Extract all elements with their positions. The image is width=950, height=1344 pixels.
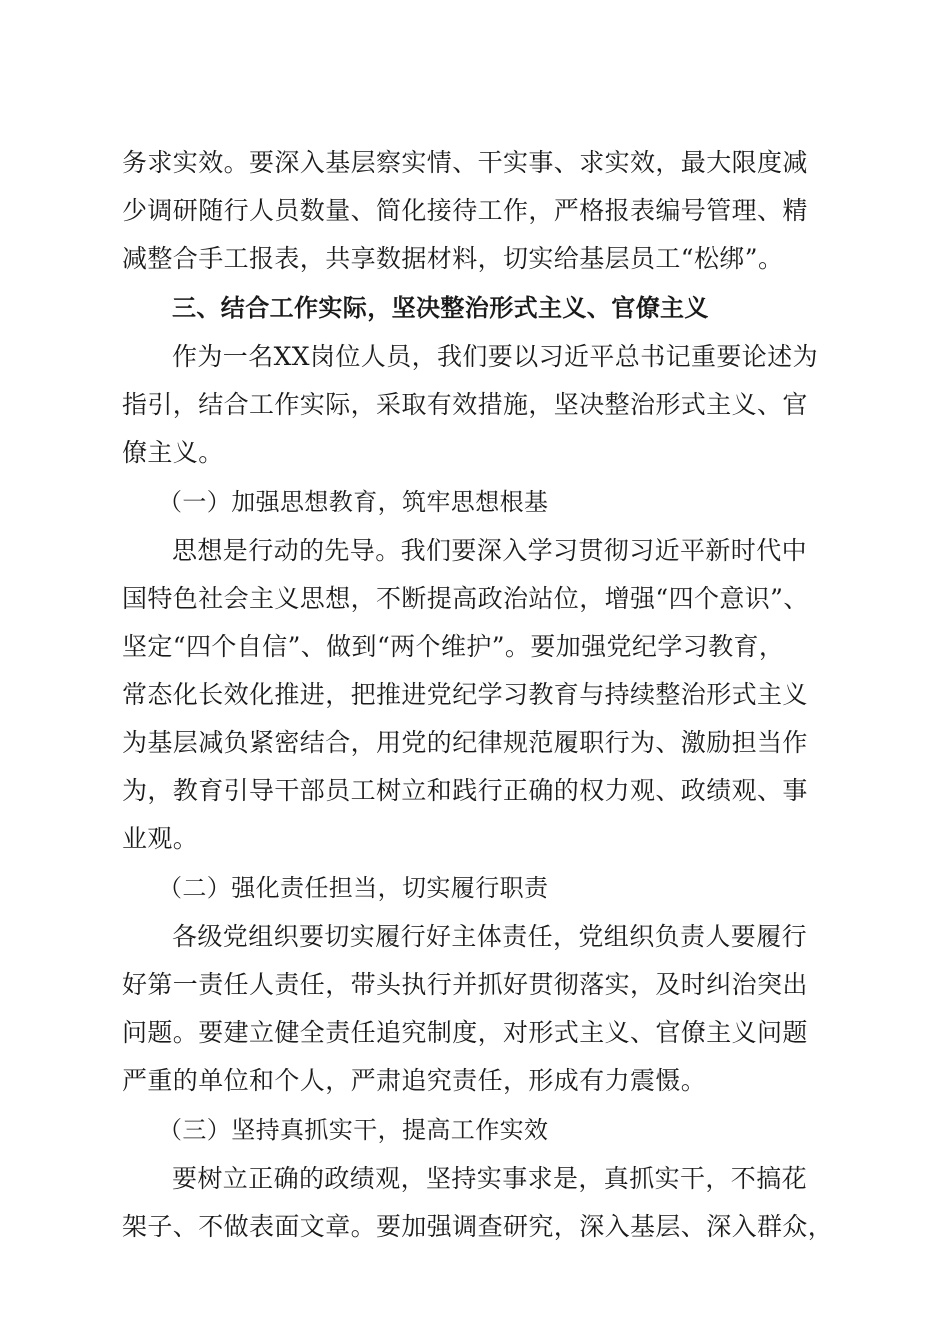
body-line: 各级党组织要切实履行好主体责任，党组织负责人要履行 <box>172 922 808 951</box>
body-line: 作为一名XX岗位人员，我们要以习近平总书记重要论述为 <box>172 342 818 371</box>
body-line: 常态化长效化推进，把推进党纪学习教育与持续整治形式主义 <box>122 680 808 709</box>
body-line: 思想是行动的先导。我们要深入学习贯彻习近平新时代中 <box>172 536 808 565</box>
body-line: 好第一责任人责任，带头执行并抓好贯彻落实，及时纠治突出 <box>122 970 808 999</box>
body-line: 国特色社会主义思想，不断提高政治站位，增强“四个意识”、 <box>122 584 809 613</box>
body-line: 务求实效。要深入基层察实情、干实事、求实效，最大限度减 <box>122 148 808 177</box>
body-line: 坚定“四个自信”、做到“两个维护”。要加强党纪学习教育， <box>122 632 785 661</box>
body-line: 要树立正确的政绩观，坚持实事求是，真抓实干，不搞花 <box>172 1164 808 1193</box>
body-line: 僚主义。 <box>122 438 224 467</box>
body-line: 指引，结合工作实际，采取有效措施，坚决整治形式主义、官 <box>122 390 808 419</box>
subsection-heading: （一）加强思想教育，筑牢思想根基 <box>158 488 549 516</box>
subsection-heading: （三）坚持真抓实干，提高工作实效 <box>158 1116 549 1144</box>
subsection-heading: （二）强化责任担当，切实履行职责 <box>158 874 549 902</box>
body-line: 架子、不做表面文章。要加强调查研究，深入基层、深入群众， <box>122 1212 834 1241</box>
body-line: 业观。 <box>122 824 199 853</box>
section-heading: 三、结合工作实际，坚决整治形式主义、官僚主义 <box>172 294 709 322</box>
body-line: 问题。要建立健全责任追究制度，对形式主义、官僚主义问题 <box>122 1018 808 1047</box>
body-line: 严重的单位和个人，严肃追究责任，形成有力震慑。 <box>122 1066 707 1095</box>
body-line: 少调研随行人员数量、简化接待工作，严格报表编号管理、精 <box>122 196 808 225</box>
body-line: 为基层减负紧密结合，用党的纪律规范履职行为、激励担当作 <box>122 728 808 757</box>
body-line: 减整合手工报表，共享数据材料，切实给基层员工“松绑”。 <box>122 244 784 273</box>
body-line: 为，教育引导干部员工树立和践行正确的权力观、政绩观、事 <box>122 776 808 805</box>
